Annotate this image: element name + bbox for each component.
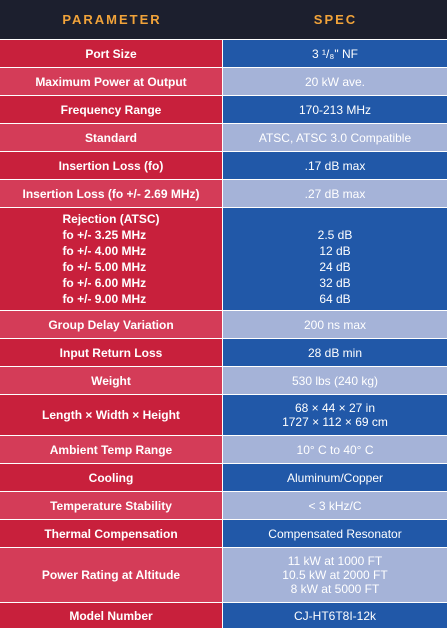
spec-max-power: 20 kW ave.	[223, 68, 447, 95]
param-return-loss: Input Return Loss	[0, 339, 223, 366]
spec-insertion-loss: .17 dB max	[223, 152, 447, 179]
rejection-value: 24 dB	[319, 260, 351, 274]
param-weight: Weight	[0, 367, 223, 394]
spec-thermal-compensation: Compensated Resonator	[223, 520, 447, 547]
param-temp-stability: Temperature Stability	[0, 492, 223, 519]
rejection-list	[62, 211, 159, 307]
table-row	[0, 310, 447, 338]
dimension-inches: 68 × 44 × 27 in	[294, 401, 376, 415]
table-header	[0, 0, 447, 39]
rejection-value: 12 dB	[319, 244, 351, 258]
param-thermal-compensation: Thermal Compensation	[0, 520, 223, 547]
spec-dimensions	[223, 395, 447, 435]
table-row	[0, 602, 447, 628]
spec-standard: ATSC, ATSC 3.0 Compatible	[223, 124, 447, 151]
param-standard: Standard	[0, 124, 223, 151]
altitude-value: 8 kW at 5000 FT	[290, 582, 380, 596]
spec-ambient-temp: 10° C to 40° C	[223, 436, 447, 463]
altitude-values	[282, 554, 387, 596]
spec-cooling: Aluminum/Copper	[223, 464, 447, 491]
table-row	[0, 463, 447, 491]
param-max-power: Maximum Power at Output	[0, 68, 223, 95]
rejection-values	[318, 211, 353, 307]
rejection-offset: fo +/- 3.25 MHz	[62, 228, 147, 242]
parameter-header: PARAMETER	[62, 12, 162, 27]
spec-group-delay: 200 ns max	[223, 311, 447, 338]
rejection-title: Rejection (ATSC)	[62, 212, 160, 226]
param-model-number: Model Number	[0, 603, 223, 628]
rejection-offset: fo +/- 4.00 MHz	[62, 244, 147, 258]
spec-power-altitude	[223, 548, 447, 602]
param-group-delay: Group Delay Variation	[0, 311, 223, 338]
param-port-size: Port Size	[0, 40, 223, 67]
table-row	[0, 39, 447, 67]
rejection-offset: fo +/- 9.00 MHz	[62, 292, 147, 306]
table-row	[0, 338, 447, 366]
table-row	[0, 151, 447, 179]
param-ambient-temp: Ambient Temp Range	[0, 436, 223, 463]
dimension-cm: 1727 × 112 × 69 cm	[282, 415, 388, 429]
param-insertion-loss: Insertion Loss (fo)	[0, 152, 223, 179]
table-row	[0, 394, 447, 435]
spec-return-loss: 28 dB min	[223, 339, 447, 366]
dimension-values	[282, 401, 388, 429]
param-power-altitude: Power Rating at Altitude	[0, 548, 223, 602]
rejection-offset: fo +/- 6.00 MHz	[62, 276, 147, 290]
spec-weight: 530 lbs (240 kg)	[223, 367, 447, 394]
table-row	[0, 435, 447, 463]
table-row	[0, 366, 447, 394]
altitude-value: 11 kW at 1000 FT	[287, 554, 383, 568]
spec-frequency-range: 170-213 MHz	[223, 96, 447, 123]
rejection-value: 64 dB	[319, 292, 351, 306]
spec-rejection	[223, 208, 447, 310]
param-rejection	[0, 208, 223, 310]
spec-model-number: CJ-HT6T8I-12k	[223, 603, 447, 628]
table-row	[0, 123, 447, 151]
table-row	[0, 95, 447, 123]
spec-insertion-loss-offset: .27 dB max	[223, 180, 447, 207]
param-cooling: Cooling	[0, 464, 223, 491]
rejection-offset: fo +/- 5.00 MHz	[62, 260, 147, 274]
param-frequency-range: Frequency Range	[0, 96, 223, 123]
rejection-value: 2.5 dB	[317, 228, 353, 242]
param-insertion-loss-offset: Insertion Loss (fo +/- 2.69 MHz)	[0, 180, 223, 207]
spec-port-size: 3 ¹/₈" NF	[223, 40, 447, 67]
altitude-value: 10.5 kW at 2000 FT	[282, 568, 388, 582]
spec-temp-stability: < 3 kHz/C	[223, 492, 447, 519]
table-row	[0, 207, 447, 310]
table-row	[0, 491, 447, 519]
rejection-value: 32 dB	[319, 276, 351, 290]
table-row	[0, 67, 447, 95]
param-dimensions: Length × Width × Height	[0, 395, 223, 435]
table-row	[0, 519, 447, 547]
spec-header: SPEC	[313, 12, 358, 27]
table-row	[0, 179, 447, 207]
table-row	[0, 547, 447, 602]
